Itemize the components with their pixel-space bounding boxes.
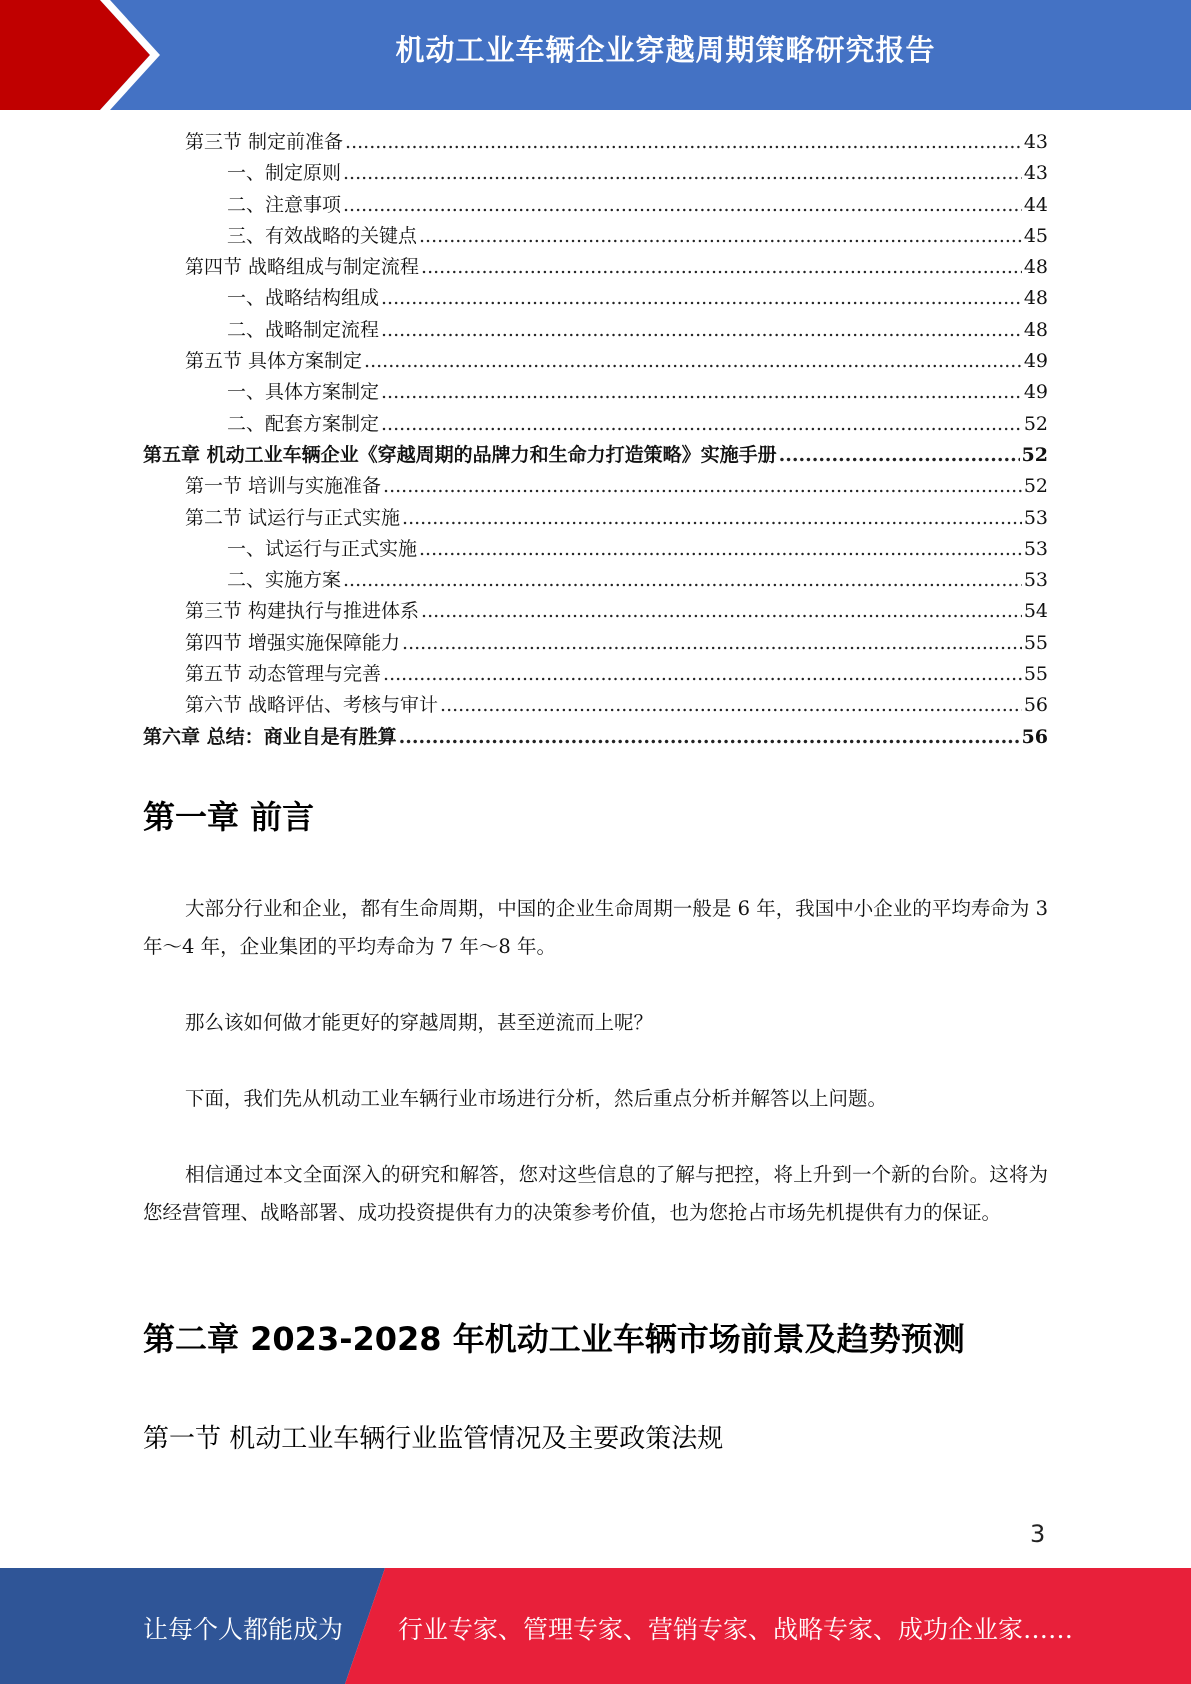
toc-entry[interactable] bbox=[143, 565, 1048, 596]
toc-entry-title: 二、战略制定流程 bbox=[227, 318, 380, 341]
toc-leader-dots bbox=[381, 413, 1022, 435]
toc-entry-page: 52 bbox=[1023, 412, 1048, 435]
toc-entry-title: 第四节 战略组成与制定流程 bbox=[185, 256, 420, 279]
toc-entry-page: 45 bbox=[1023, 224, 1048, 247]
toc-entry-page: 53 bbox=[1023, 506, 1048, 529]
paragraph-3: 下面，我们先从机动工业车辆行业市场进行分析，然后重点分析并解答以上问题。 bbox=[185, 1087, 888, 1110]
toc-entry-page: 43 bbox=[1023, 131, 1048, 153]
toc-entry-page: 43 bbox=[1023, 162, 1048, 185]
toc-leader-dots bbox=[343, 194, 1022, 216]
toc-entry[interactable] bbox=[143, 315, 1048, 346]
toc-leader-dots bbox=[381, 381, 1022, 403]
toc-entry-page: 53 bbox=[1023, 537, 1048, 560]
toc-entry-page: 55 bbox=[1023, 663, 1048, 686]
report-title: 机动工业车辆企业穿越周期策略研究报告 bbox=[395, 33, 936, 67]
toc-leader-dots bbox=[383, 475, 1022, 497]
toc-leader-dots bbox=[421, 256, 1022, 278]
toc-entry[interactable] bbox=[143, 722, 1048, 753]
table-of-contents bbox=[143, 127, 1048, 753]
toc-leader-dots bbox=[343, 162, 1022, 184]
toc-entry-title: 第六节 战略评估、考核与审计 bbox=[185, 694, 439, 717]
toc-entry[interactable] bbox=[143, 534, 1048, 565]
toc-entry-title: 三、有效战略的关键点 bbox=[227, 224, 418, 247]
toc-leader-dots bbox=[381, 287, 1022, 309]
toc-entry-title: 一、制定原则 bbox=[227, 162, 342, 185]
footer-slogan-right: 行业专家、管理专家、营销专家、战略专家、成功企业家…… bbox=[398, 1615, 1074, 1644]
toc-leader-dots bbox=[440, 694, 1022, 716]
toc-entry-page: 52 bbox=[1021, 443, 1048, 466]
paragraph-1: 大部分行业和企业，都有生命周期，中国的企业生命周期一般是 6 年，我国中小企业的平均寿命为 3 年～4 年，企业集团的平均寿命为 7 年～8 年。 bbox=[143, 897, 1048, 958]
toc-entry-title: 第一节 培训与实施准备 bbox=[185, 475, 382, 498]
toc-leader-dots bbox=[383, 663, 1022, 685]
chapter-1-heading: 第一章 前言 bbox=[143, 798, 315, 836]
toc-leader-dots bbox=[402, 507, 1022, 529]
toc-entry-title: 二、实施方案 bbox=[227, 569, 342, 592]
toc-leader-dots bbox=[381, 319, 1022, 341]
toc-leader-dots bbox=[421, 600, 1022, 622]
toc-entry-title: 第四节 增强实施保障能力 bbox=[185, 631, 401, 654]
toc-entry[interactable] bbox=[143, 409, 1048, 440]
toc-leader-dots bbox=[402, 632, 1022, 654]
toc-entry-title: 第五章 机动工业车辆企业《穿越周期的品牌力和生命力打造策略》实施手册 bbox=[143, 443, 777, 466]
toc-entry-title: 第五节 动态管理与完善 bbox=[185, 663, 382, 686]
toc-entry-page: 44 bbox=[1023, 193, 1048, 216]
toc-entry[interactable] bbox=[143, 471, 1048, 502]
toc-entry[interactable] bbox=[143, 628, 1048, 659]
toc-leader-dots bbox=[364, 350, 1022, 372]
toc-entry[interactable] bbox=[143, 596, 1048, 627]
toc-entry-page: 52 bbox=[1023, 475, 1048, 498]
toc-entry-title: 一、战略结构组成 bbox=[227, 287, 380, 310]
toc-entry[interactable] bbox=[143, 127, 1048, 158]
toc-entry-page: 48 bbox=[1023, 318, 1048, 341]
toc-leader-dots bbox=[399, 726, 1020, 748]
page-number: 3 bbox=[1030, 1520, 1046, 1548]
toc-entry-page: 54 bbox=[1023, 600, 1048, 623]
page-header bbox=[0, 0, 1191, 110]
toc-leader-dots bbox=[419, 538, 1022, 560]
toc-entry-title: 一、具体方案制定 bbox=[227, 381, 380, 404]
toc-entry-title: 第五节 具体方案制定 bbox=[185, 350, 363, 373]
toc-entry-title: 第二节 试运行与正式实施 bbox=[185, 506, 401, 529]
toc-entry-page: 49 bbox=[1023, 381, 1048, 404]
toc-entry-page: 48 bbox=[1023, 256, 1048, 279]
toc-entry[interactable] bbox=[143, 690, 1048, 721]
toc-entry-title: 第三节 构建执行与推进体系 bbox=[185, 600, 420, 623]
toc-entry-title: 二、配套方案制定 bbox=[227, 412, 380, 435]
paragraph-2: 那么该如何做才能更好的穿越周期，甚至逆流而上呢？ bbox=[185, 1011, 654, 1034]
toc-leader-dots bbox=[343, 569, 1022, 591]
page-footer bbox=[0, 1568, 1191, 1684]
chapter-2-heading: 第二章 2023-2028 年机动工业车辆市场前景及趋势预测 bbox=[143, 1320, 965, 1358]
toc-entry-title: 二、注意事项 bbox=[227, 193, 342, 216]
toc-leader-dots bbox=[779, 444, 1020, 466]
toc-entry[interactable] bbox=[143, 440, 1048, 471]
toc-entry-page: 48 bbox=[1023, 287, 1048, 310]
footer-slogan-left: 让每个人都能成为 bbox=[143, 1615, 344, 1644]
toc-entry-page: 56 bbox=[1021, 725, 1048, 748]
toc-entry-title: 第三节 制定前准备 bbox=[185, 131, 344, 153]
toc-entry[interactable] bbox=[143, 659, 1048, 690]
toc-entry[interactable] bbox=[143, 190, 1048, 221]
toc-entry-page: 53 bbox=[1023, 569, 1048, 592]
toc-entry-page: 49 bbox=[1023, 350, 1048, 373]
toc-entry[interactable] bbox=[143, 221, 1048, 252]
toc-entry-title: 第六章 总结：商业自是有胜算 bbox=[143, 725, 397, 748]
paragraph-4: 相信通过本文全面深入的研究和解答，您对这些信息的了解与把控，将上升到一个新的台阶。这将为您经营管理、战略部署、成功投资提供有力的决策参考价值，也为您抢占市场先机提供有力的保证。 bbox=[143, 1163, 1048, 1224]
toc-entry[interactable] bbox=[143, 377, 1048, 408]
toc-entry-title: 一、试运行与正式实施 bbox=[227, 537, 418, 560]
toc-entry-page: 56 bbox=[1023, 694, 1048, 717]
toc-entry[interactable] bbox=[143, 283, 1048, 314]
toc-entry[interactable] bbox=[143, 346, 1048, 377]
toc-leader-dots bbox=[345, 131, 1022, 153]
toc-entry[interactable] bbox=[143, 252, 1048, 283]
toc-entry-page: 55 bbox=[1023, 631, 1048, 654]
section-1-heading: 第一节 机动工业车辆行业监管情况及主要政策法规 bbox=[143, 1424, 724, 1454]
toc-entry[interactable] bbox=[143, 503, 1048, 534]
toc-leader-dots bbox=[419, 225, 1022, 247]
toc-entry[interactable] bbox=[143, 158, 1048, 189]
